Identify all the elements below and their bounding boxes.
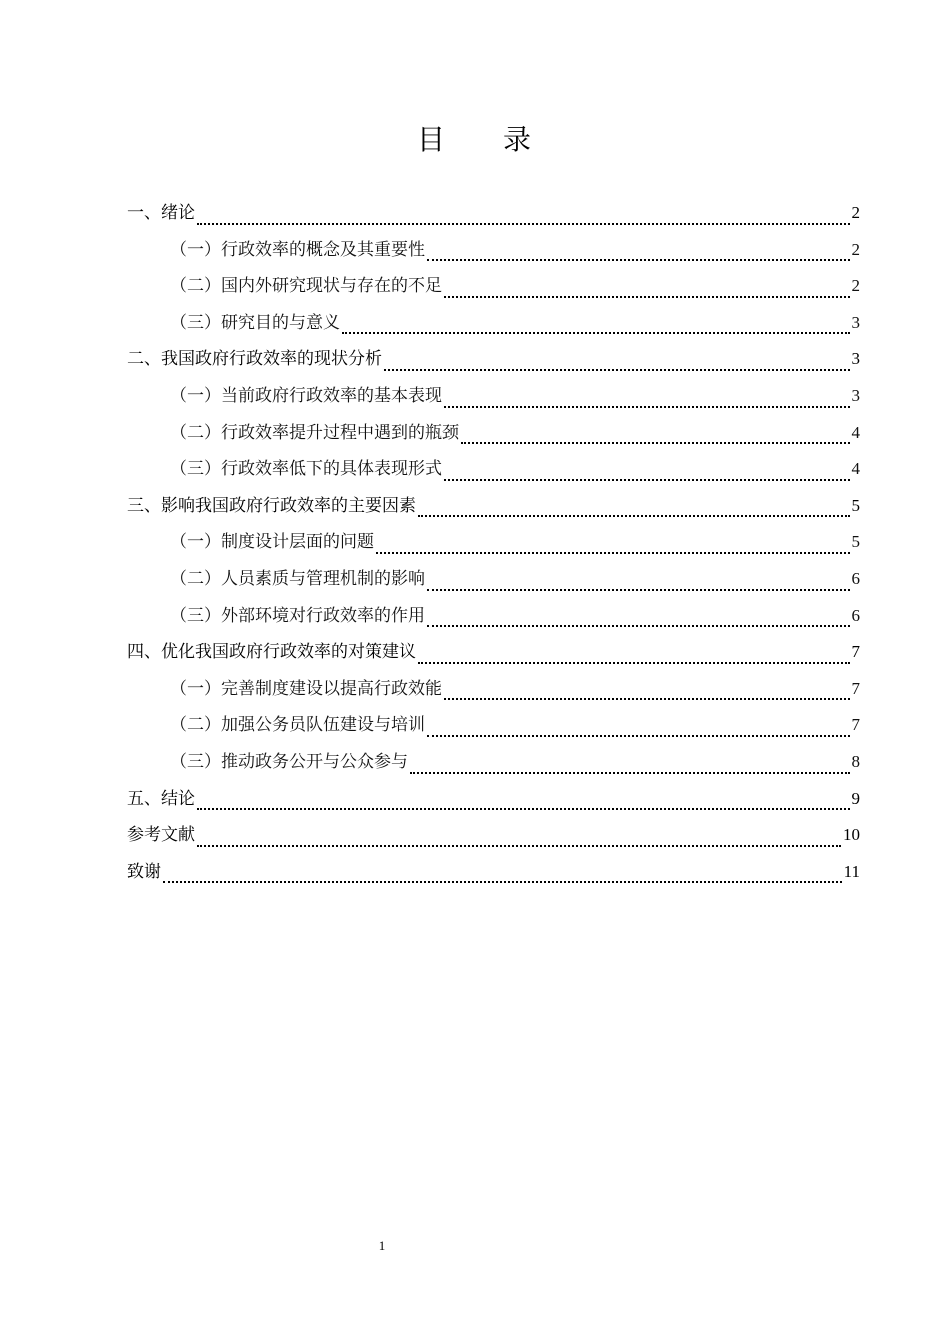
toc-leader-dots <box>427 735 850 737</box>
toc-entry[interactable] <box>127 381 860 418</box>
toc-leader-dots <box>418 662 850 664</box>
toc-leader-dots <box>427 625 850 627</box>
toc-entry[interactable] <box>127 344 860 381</box>
toc-entry[interactable] <box>127 710 860 747</box>
toc-entry-label: （二）行政效率提升过程中遇到的瓶颈 <box>170 422 459 443</box>
toc-entry-label: （三）行政效率低下的具体表现形式 <box>170 459 442 480</box>
toc-entry-page: 4 <box>851 422 860 442</box>
toc-entry-page: 11 <box>843 861 860 881</box>
toc-leader-dots <box>163 881 842 883</box>
toc-entry-page: 5 <box>851 532 860 552</box>
toc-entry-page: 6 <box>851 568 860 588</box>
toc-entry-page: 2 <box>851 276 860 296</box>
toc-entry-page: 2 <box>851 203 860 222</box>
toc-entry[interactable] <box>127 527 860 564</box>
toc-entry-page: 4 <box>851 459 860 479</box>
toc-entry[interactable] <box>127 308 860 345</box>
toc-leader-dots <box>444 406 850 408</box>
toc-entry-page: 6 <box>851 605 860 625</box>
toc-entry[interactable] <box>127 601 860 638</box>
toc-leader-dots <box>427 259 850 261</box>
toc-entry-label: （一）制度设计层面的问题 <box>170 532 374 553</box>
toc-entry-page: 7 <box>851 642 860 662</box>
toc-entry-label: （二）人员素质与管理机制的影响 <box>170 568 425 589</box>
toc-entry-page: 3 <box>851 349 860 369</box>
toc-entry-label: （二）加强公务员队伍建设与培训 <box>170 715 425 736</box>
toc-entry-page: 3 <box>851 385 860 405</box>
toc-entry-label: （一）行政效率的概念及其重要性 <box>170 239 425 260</box>
toc-entry[interactable] <box>127 637 860 674</box>
toc-leader-dots <box>444 479 850 481</box>
toc-title <box>0 118 950 158</box>
toc-entry[interactable] <box>127 271 860 308</box>
toc-entry-page: 8 <box>851 751 860 771</box>
toc-title-char-2: 录 <box>503 123 534 156</box>
toc-entry-page: 3 <box>851 312 860 332</box>
toc-entry-label: （三）研究目的与意义 <box>170 312 340 333</box>
toc-entry-label: 四、优化我国政府行政效率的对策建议 <box>127 642 416 663</box>
toc-leader-dots <box>197 223 850 225</box>
toc-title-char-1: 目 <box>416 123 447 156</box>
toc-entry[interactable] <box>127 747 860 784</box>
toc-entry[interactable] <box>127 235 860 272</box>
toc-entry-page: 9 <box>851 788 860 808</box>
toc-entry[interactable] <box>127 674 860 711</box>
toc-leader-dots <box>376 552 850 554</box>
toc-leader-dots <box>418 515 850 517</box>
toc-leader-dots <box>427 589 850 591</box>
toc-entry-label: 参考文献 <box>127 825 195 846</box>
toc-entry-label: 二、我国政府行政效率的现状分析 <box>127 349 382 370</box>
toc-entry-page: 2 <box>851 239 860 259</box>
toc-entry[interactable] <box>127 454 860 491</box>
toc-entry[interactable] <box>127 820 860 857</box>
toc-entry[interactable] <box>127 857 860 894</box>
page-number: 1 <box>378 1238 386 1253</box>
toc-leader-dots <box>444 296 850 298</box>
toc-leader-dots <box>384 369 850 371</box>
toc-entry[interactable] <box>127 418 860 455</box>
toc-entry-label: （一）完善制度建设以提高行政效能 <box>170 678 442 699</box>
toc-leader-dots <box>410 772 850 774</box>
toc-entry[interactable] <box>127 491 860 528</box>
toc-entry[interactable] <box>127 198 860 235</box>
toc-entry-page: 7 <box>851 678 860 698</box>
toc-entry-page: 5 <box>851 495 860 515</box>
toc-entry-label: （三）外部环境对行政效率的作用 <box>170 605 425 626</box>
toc-entry-label: 五、结论 <box>127 788 195 809</box>
toc-leader-dots <box>197 845 841 847</box>
toc-leader-dots <box>461 442 850 444</box>
toc-entry[interactable] <box>127 564 860 601</box>
toc-leader-dots <box>197 808 850 810</box>
toc-entry[interactable] <box>127 784 860 821</box>
toc-entry-label: 三、影响我国政府行政效率的主要因素 <box>127 495 416 516</box>
table-of-contents <box>127 198 860 893</box>
toc-entry-label: （三）推动政务公开与公众参与 <box>170 751 408 772</box>
toc-entry-label: 致谢 <box>127 861 161 882</box>
toc-entry-label: （二）国内外研究现状与存在的不足 <box>170 276 442 297</box>
toc-entry-page: 10 <box>843 825 860 845</box>
toc-leader-dots <box>444 698 850 700</box>
toc-entry-page: 7 <box>851 715 860 735</box>
toc-leader-dots <box>342 332 850 334</box>
toc-entry-label: （一）当前政府行政效率的基本表现 <box>170 385 442 406</box>
toc-entry-label: 一、绪论 <box>127 203 195 223</box>
